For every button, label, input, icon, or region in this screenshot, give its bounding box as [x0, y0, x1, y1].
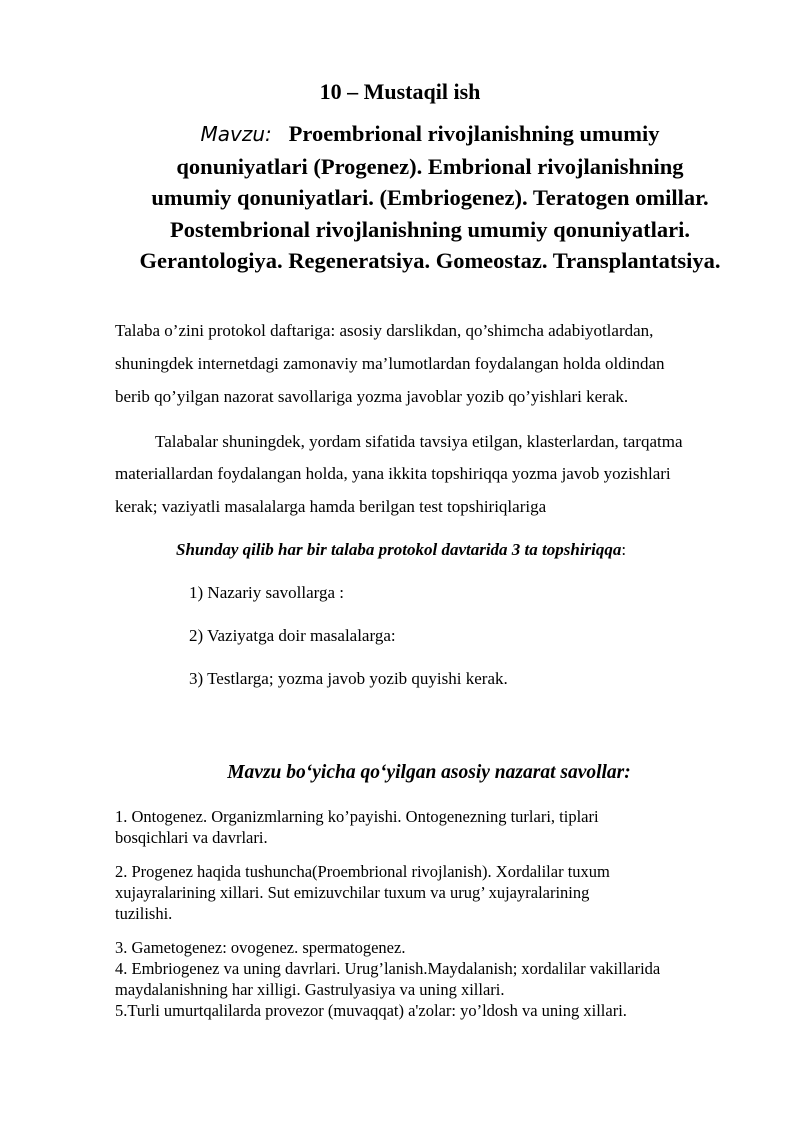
question-line: 1. Ontogenez. Organizmlarning ko’payishi. Ontogenezning turlari, tiplari: [115, 807, 599, 826]
question-line: bosqichlari va davrlari.: [115, 828, 268, 847]
intro-paragraph-line: materiallardan foydalangan holda, yana ikkita topshiriqqa yozma javob yozishlari: [115, 464, 671, 483]
question-line: tuzilishi.: [115, 904, 173, 923]
topic-line: Proembrional rivojlanishning umumiy: [288, 121, 660, 146]
question-line: 4. Embriogenez va uning davrlari. Urug’lanish.Maydalanish; xordalilar vakillarida: [115, 959, 661, 978]
emphasis-text: Shunday qilib har bir talaba protokol davtarida 3 ta topshiriqqa: [176, 540, 622, 559]
intro-paragraph-line: berib qo’yilgan nazorat savollariga yozma javoblar yozib qo’yishlari kerak.: [115, 387, 629, 406]
topic-line: qonuniyatlari (Progenez). Embrional rivojlanishning: [176, 153, 684, 179]
topic-line: umumiy qonuniyatlari. (Embriogenez). Teratogen omillar.: [151, 185, 709, 210]
topic-line: Postembrional rivojlanishning umumiy qonuniyatlari.: [169, 216, 691, 242]
page-title: 10 – Mustaqil ish: [319, 79, 481, 104]
topic-label: Mavzu:: [200, 122, 272, 146]
question-line: maydalanishning har xilligi. Gastrulyasiya va uning xillari.: [115, 980, 505, 999]
task-item: 2) Vaziyatga doir masalalarga:: [189, 626, 396, 645]
intro-paragraph-line: Talaba o’zini protokol daftariga: asosiy darslikdan, qo’shimcha adabiyotlardan,: [115, 321, 654, 340]
emphasis-line: [176, 539, 626, 561]
intro-paragraph-line: shuningdek internetdagi zamonaviy ma’lumotlardan foydalangan holda oldindan: [115, 354, 665, 373]
task-item: 3) Testlarga; yozma javob yozib quyishi kerak.: [189, 669, 508, 688]
topic-block: [100, 118, 760, 277]
task-item: 1) Nazariy savollarga :: [189, 583, 344, 602]
question-line: xujayralarining xillari. Sut emizuvchilar tuxum va urug’ xujayralarining: [115, 883, 590, 902]
question-line: 5.Turli umurtqalilarda provezor (muvaqqat) a'zolar: yo’ldosh va uning xillari.: [115, 1001, 627, 1020]
topic-line: Gerantologiya. Regeneratsiya. Gomeostaz. Transplantatsiya.: [139, 248, 721, 273]
intro-paragraph-line: Talabalar shuningdek, yordam sifatida tavsiya etilgan, klasterlardan, tarqatma: [155, 432, 683, 451]
question-line: 3. Gametogenez: ovogenez. spermatogenez.: [115, 938, 406, 957]
emphasis-colon: :: [621, 540, 627, 559]
intro-paragraph-line: kerak; vaziyatli masalalarga hamda berilgan test topshiriqlariga: [115, 497, 547, 516]
question-line: 2. Progenez haqida tushuncha(Proembrional rivojlanish). Xordalilar tuxum: [115, 862, 610, 881]
questions-heading: Mavzu bo‘yicha qo‘yilgan asosiy nazarat savollar:: [227, 762, 631, 783]
